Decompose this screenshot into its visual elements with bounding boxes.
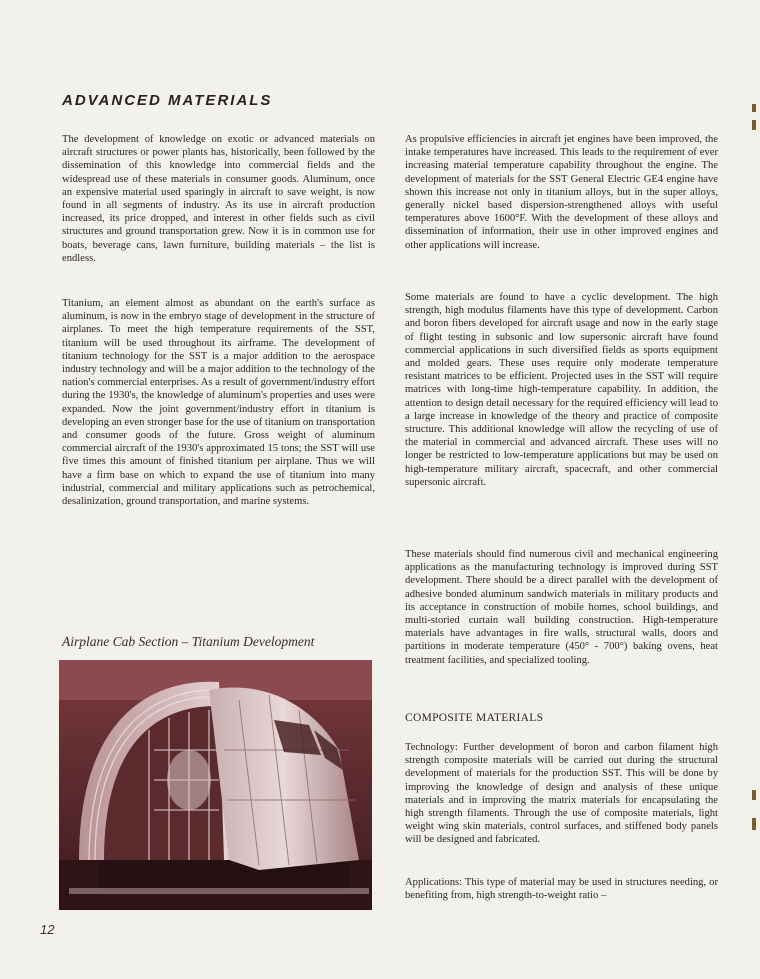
left-paragraph-1: The development of knowledge on exotic or advanced materials on aircraft structures or power plants has, historically, been followed by the dissemination of this knowledge into commercial fields and the widespread use of these materials in consumer goods. Aluminum, once an expensive material used sparingly in aircraft to save weight, is now found in all segments of industry. As its use in aircraft production increased, its price dropped, and interest in other fields such as civil structures and ground transportation grew. Now it is in common use for boats, beverage cans, lawn furniture, building materials – the list is endless. (62, 134, 375, 264)
right-paragraph-4: Technology: Further development of boron and carbon filament high strength composite materials will be carried out during the structural development of materials for the production SST. This will be done by improving the knowledge of design and analysis of these unique materials and in improving the matrix materials for encapsulating the high strength filaments. Through the use of composite materials, light weight wing skin materials, control surfaces, and stiffened body panels will be designed and fabricated. (405, 742, 718, 846)
page-number: 12 (40, 922, 55, 937)
page-heading: ADVANCED MATERIALS (62, 92, 273, 109)
composite-materials-heading: COMPOSITE MATERIALS (405, 712, 544, 724)
cab-section-illustration (59, 660, 372, 910)
right-paragraph-3: These materials should find numerous civil and mechanical engineering applications as the manufacturing technology is improved during SST development. There should be a direct parallel with the development of adhesive bonded aluminum sandwich materials in military products and its acceptance in construction of mobile homes, school buildings, and multi-storied curtain wall building construction. High-temperature materials have advantages in fire walls, structural walls, doors and partitions in moderate temperature (450° - 700°) baking ovens, heat treatment facilities, and specialized tooling. (405, 549, 718, 666)
edge-tab-mark-top (752, 104, 756, 112)
right-paragraph-1: As propulsive efficiencies in aircraft jet engines have been improved, the intake temperatures have increased. This leads to the requirement of ever increasing material temperature capability throughout the engine. The development of materials for the SST General Electric GE4 engine have shown this increase not only in titanium alloys, but in the super alloys, generally nickel based dispersion-strengthened alloys with useful temperatures above 1600°F. With the development of these alloys and dissemination of information, their use in other improved engines and other applications will increase. (405, 134, 718, 251)
left-paragraph-2: Titanium, an element almost as abundant on the earth's surface as aluminum, is now in the embryo stage of development in the structure of airplanes. To meet the high temperature requirements of the SST, titanium will be used throughout its airframe. The development of titanium technology for the SST is a major addition to the aerospace industry technology and will be a major addition to the technology of the nation's commercial enterprises. As a result of government/industry effort during the 1930's, the knowledge of aluminum's properties and uses were expanded. Now the joint government/industry effort in titanium is developing an even stronger base for the use of titanium on transportation and consumer goods of the future. Gross weight of aluminum commercial aircraft of the 1930's approximated 15 tons; the SST will use five times this amount of finished titanium per airplane. Thus we will have a firm base on which to expand the use of titanium into many industrial, commercial and military applications such as petrochemical, desalinization, ground transportation, and marine systems. (62, 298, 375, 508)
photo-caption: Airplane Cab Section – Titanium Development (62, 634, 315, 649)
right-paragraph-2: Some materials are found to have a cyclic development. The high strength, high modulus filaments have this type of development. Carbon and boron fibers developed for aircraft usage and now in the early stage of flight testing in subsonic and low supersonic aircraft have found commercial applications in such diversified fields as sports equipment and molded gears. These uses require only moderate temperature resistant matrices to be efficient. Projected uses in the SST will require matrices with long-time high-temperature capability. In addition, the attention to design detail necessary for the required efficiency will lead to a large increase in knowledge of the theory and practice of composite structure. This additional knowledge will allow the recycling of use of the material in commercial and advanced aircraft. These uses will no longer be restricted to low-temperature applications but may be used on high-temperature military aircraft, spacecraft, and other commercial supersonic aircraft. (405, 292, 718, 488)
right-paragraph-5: Applications: This type of material may be used in structures needing, or benefiting from, high strength-to-weight ratio – (405, 877, 718, 902)
cab-section-photo (59, 660, 372, 910)
edge-tab-mark-top-2 (752, 120, 756, 130)
edge-tab-mark-bottom-2 (752, 818, 756, 830)
edge-tab-mark-bottom (752, 790, 756, 800)
